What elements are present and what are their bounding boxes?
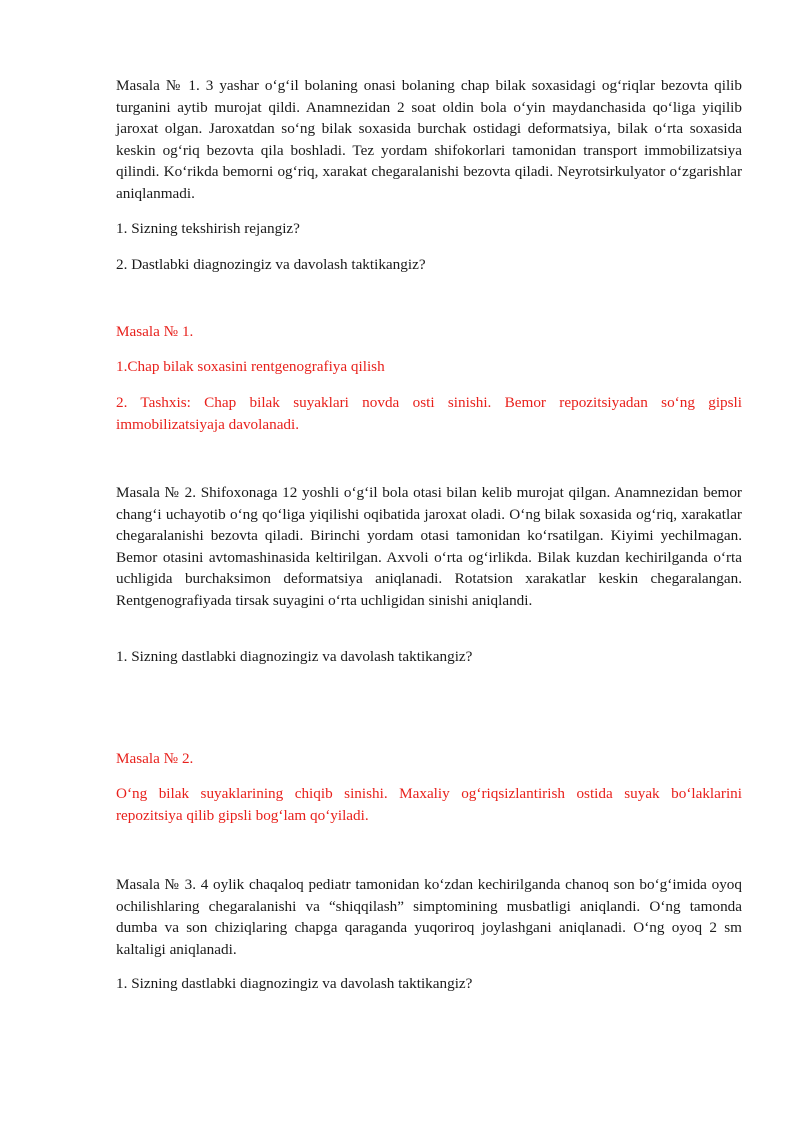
answer-1-title: Masala № 1. bbox=[116, 323, 194, 340]
task-3-text: Masala № 3. 4 oylik chaqaloq pediatr tamonidan ko‘zdan kechirilganda chanoq son bo‘g‘imida oyoq ochilishlaring chegaralanishi va “shiqqilash” simptomining musbatligi aniqlandi. O‘ng tamonda dumba va son chiziqlaring chapga qaraganda yuqoriroq joylashgani aniqlanadi. O‘ng oyoq 2 sm kaltaligi aniqlanadi. bbox=[116, 876, 742, 958]
task-1-text: Masala № 1. 3 yashar o‘g‘il bolaning onasi bolaning chap bilak soxasidagi og‘riqlar bezovta qilib turganini aytib murojat qildi. Anamnezidan 2 soat oldin bola o‘yin maydanchasida qo‘liga yiqilib jaroxat olgan. Jaroxatdan so‘ng bilak soxasida burchak ostidagi deformatsiya, bilak o‘rta soxasida keskin og‘riq bezovta qila boshladi. Tez yordam shifokorlari tamonidan transport immobilizatsiya qilindi. Ko‘rikda bemorni og‘riq, xarakat chegaralanishi bezovta qiladi. Neyrotsirkulyator o‘zgarishlar aniqlanmadi. bbox=[116, 77, 742, 202]
task-1-question-1: 1. Sizning tekshirish rejangiz? bbox=[116, 220, 300, 237]
task-2-text: Masala № 2. Shifoxonaga 12 yoshli o‘g‘il bola otasi bilan kelib murojat qilgan. Anamnezidan bemor chang‘i uchayotib o‘ng qo‘liga yiqilishi oqibatida jaroxat oladi. O‘ng bilak soxasida og‘riq, xarakatlar chegaralanishi bezovta qiladi. Birinchi yordam otasi tamonidan ko‘rsatilgan. Kiyimi yechilmagan. Bemor otasini avtomashinasida keltirilgan. Axvoli o‘rta og‘irlikda. Bilak kuzdan kechirilganda o‘rta uchligida burchaksimon deformatsiya aniqlanadi. Rotatsion xarakatlar keskin chegaralangan. Rentgenografiyada tirsak suyagini o‘rta uchligidan sinishi aniqlandi. bbox=[116, 484, 742, 609]
task-3-question-1: 1. Sizning dastlabki diagnozingiz va davolash taktikangiz? bbox=[116, 975, 473, 992]
answer-2-item-1: O‘ng bilak suyaklarining chiqib sinishi. Maxaliy og‘riqsizlantirish ostida suyak bo‘laklarini repozitsiya qilib gipsli bog‘lam qo‘yiladi. bbox=[116, 785, 742, 824]
task-2-question-1: 1. Sizning dastlabki diagnozingiz va davolash taktikangiz? bbox=[116, 648, 473, 665]
task-1-question-2: 2. Dastlabki diagnozingiz va davolash taktikangiz? bbox=[116, 256, 426, 273]
answer-1-item-1: 1.Chap bilak soxasini rentgenografiya qilish bbox=[116, 358, 385, 375]
answer-2-title: Masala № 2. bbox=[116, 750, 194, 767]
answer-1-item-2: 2. Tashxis: Chap bilak suyaklari novda osti sinishi. Bemor repozitsiyadan so‘ng gipsli immobilizatsiyaja davolanadi. bbox=[116, 394, 742, 433]
